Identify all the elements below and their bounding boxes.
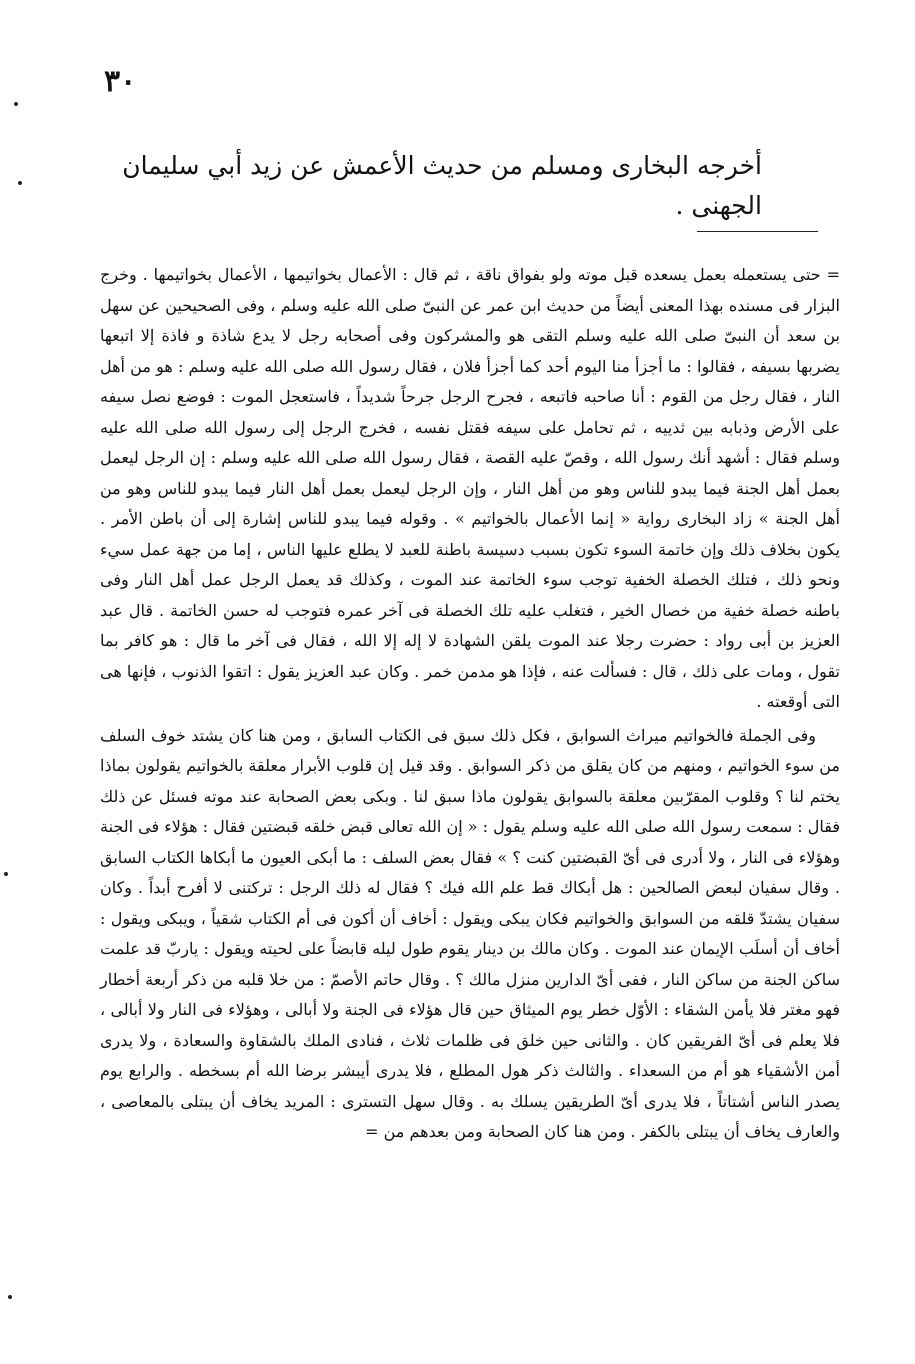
footnote-block <box>100 260 840 1148</box>
footnote-paragraph: = حتى يستعمله بعمل يسعده قبل موته ولو بفواق ناقة ، ثم قال : الأعمال بخواتيمها ، الأعمال بخواتيمها . وخرج البزار فى مسنده بهذا المعنى أيضاً من حديث ابن عمر عن النبىّ صلى الله عليه وسلم ، وفى الصحيحين عن سهل بن سعد أن النبىّ صلى الله عليه وسلم التقى هو والمشركون وفى أصحابه رجل لا يدع شاذة و فاذة إلا اتبعها يضربها بسيفه ، فقالوا : ما أجزأ منا اليوم أحد كما أجزأ فلان ، فقال رسول الله صلى الله عليه وسلم : هو من أهل النار ، فقال رجل من القوم : أنا صاحبه فاتبعه ، فجرح الرجل جرحاً شديداً ، فاستعجل الموت : فوضع نصل سيفه على الأرض وذبابه بين ثدييه ، ثم تحامل على سيفه فقتل نفسه ، فخرج الرجل إلى رسول الله صلى الله عليه وسلم فقال : أشهد أنك رسول الله ، وقصّ عليه القصة ، فقال رسول الله صلى الله عليه وسلم : إن الرجل ليعمل بعمل أهل الجنة فيما يبدو للناس وهو من أهل النار ، وإن الرجل ليعمل بعمل أهل النار فيما يبدو للناس وهو من أهل الجنة » زاد البخارى رواية « إنما الأعمال بالخواتيم » . وقوله فيما يبدو للناس إشارة إلى أن باطن الأمر . يكون بخلاف ذلك وإن خاتمة السوء تكون بسبب دسيسة باطنة للعبد لا يطلع عليها الناس ، إما من جهة عمل سيء ونحو ذلك ، فتلك الخصلة الخفية توجب سوء الخاتمة عند الموت ، وكذلك قد يعمل الرجل عمل أهل النار وفى باطنه خصلة خفية من خصال الخير ، فتغلب عليه تلك الخصلة فى آخر عمره فتوجب له حسن الخاتمة . قال عبد العزيز بن أبى رواد : حضرت رجلا عند الموت يلقن الشهادة لا إله إلا الله ، فقال فى آخر ما قال : هو كافر بما تقول ، ومات على ذلك ، قال : فسألت عنه ، فإذا هو مدمن خمر . وكان عبد العزيز يقول : اتقوا الذنوب ، فإنها هى التى أوقعته . <box>100 265 841 711</box>
footnote-paragraph: وفى الجملة فالخواتيم ميراث السوابق ، فكل ذلك سبق فى الكتاب السابق ، ومن هنا كان يشتد خوف السلف من سوء الخواتيم ، ومنهم من كان يقلق من ذكر السوابق . وقد قيل إن قلوب الأبرار معلقة بالخواتيم يقولون بماذا يختم لنا ؟ وقلوب المقرّبين معلقة بالسوابق يقولون ماذا سبق لنا . وبكى بعض الصحابة عند موته فسئل عن ذلك فقال : سمعت رسول الله صلى الله عليه وسلم يقول : « إن الله تعالى قبض خلقه قبضتين فقال : هؤلاء فى الجنة وهؤلاء فى النار ، ولا أدرى فى أىّ القبضتين كنت ؟ » فقال بعض السلف : ما أبكى العيون ما أبكاها الكتاب السابق . وقال سفيان لبعض الصالحين : هل أبكاك قط علم الله فيك ؟ فقال له ذلك الرجل : تركتنى لا أفرح أبداً . وكان سفيان يشتدّ قلقه من السوابق والخواتيم فكان يبكى ويقول : أخاف أن أكون فى أم الكتاب شقياً ، ويبكى ويقول : أخاف أن أسلَب الإيمان عند الموت . وكان مالك بن دينار يقوم طول ليله قابضاً على لحيته ويقول : ياربّ قد علمت ساكن الجنة من ساكن النار ، ففى أىّ الدارين منزل مالك ؟ . وقال حاتم الأصمّ : من خلا قلبه من ذكر أربعة أخطار فهو مغتر فلا يأمن الشقاء : الأوّل خطر يوم الميثاق حين قال هؤلاء فى الجنة ولا أبالى ، وهؤلاء فى النار ولا أبالى ، فلا يعلم فى أىّ الفريقين كان . والثانى حين خلق فى ظلمات ثلاث ، فنادى الملك بالشقاوة والسعادة ، ولا يدرى أمن الأشقياء هو أم من السعداء . والثالث ذكر هول المطلع ، فلا يدرى أيبشر برضا الله أم بسخطه . والرابع يوم يصدر الناس أشتاتاً ، فلا يدرى أىّ الطريقين يسلك به . وقال سهل التسترى : المريد يخاف أن يبتلى بالمعاصى ، والعارف يخاف أن يبتلى بالكفر . ومن هنا كان الصحابة ومن بعدهم من = <box>100 725 841 1141</box>
page-number: ٣٠ <box>104 64 137 99</box>
footnote-rule <box>697 231 818 232</box>
scan-speck <box>8 1295 12 1299</box>
scan-speck <box>18 181 22 185</box>
scan-speck <box>14 102 18 106</box>
scan-speck <box>4 872 8 876</box>
headline: أخرجه البخارى ومسلم من حديث الأعمش عن زيد أبي سليمان الجهنى . <box>122 151 762 220</box>
